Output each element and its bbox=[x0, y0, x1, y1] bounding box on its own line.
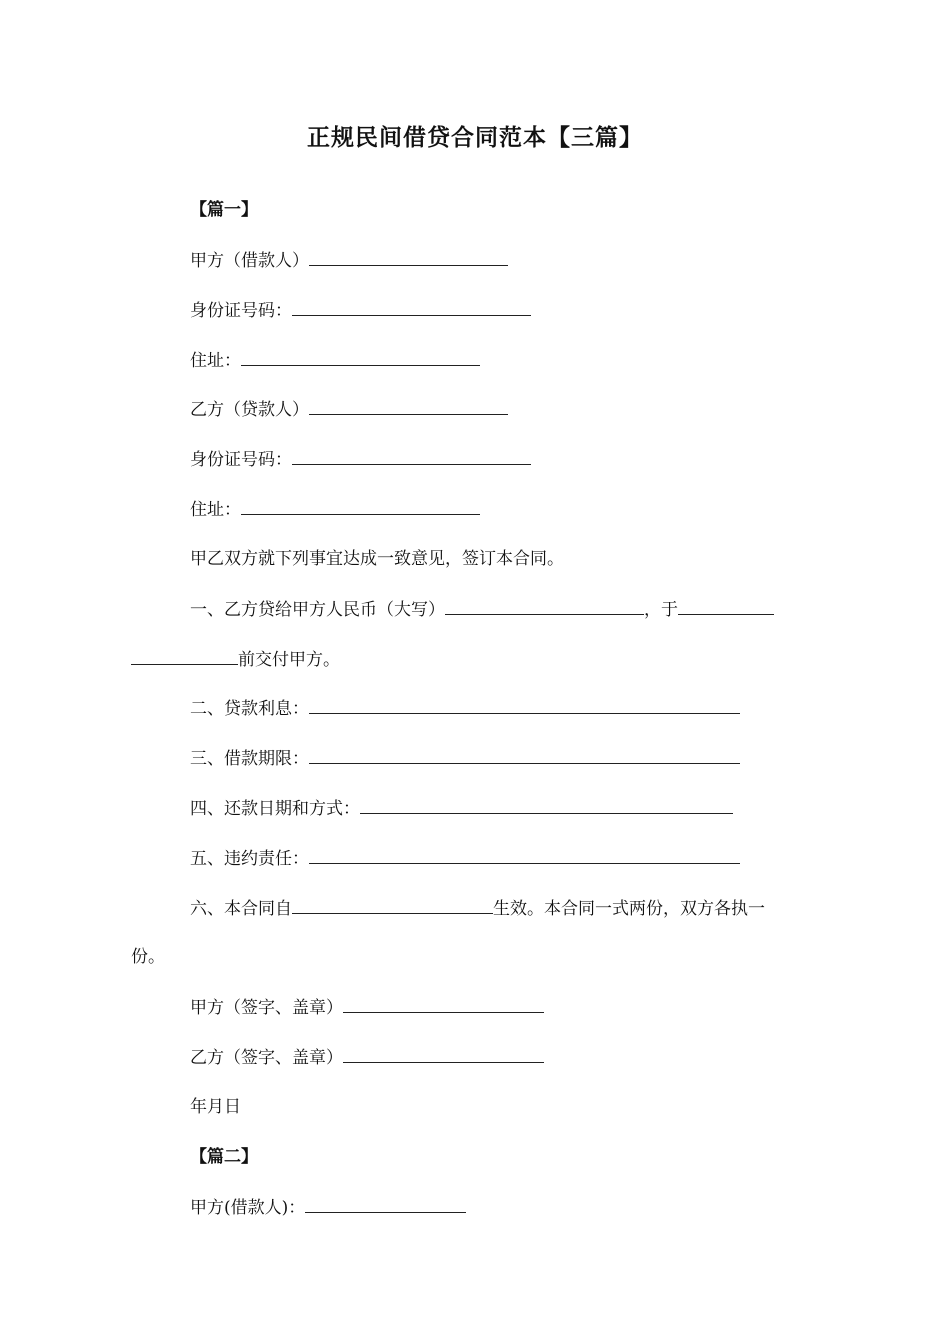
clause-2-blank[interactable] bbox=[309, 695, 740, 714]
clause-6-label: 六、本合同自 bbox=[190, 899, 292, 919]
section-heading-1: 【篇一】 bbox=[190, 200, 258, 220]
signature-a-line bbox=[190, 994, 544, 1020]
p2-party-a-blank[interactable] bbox=[305, 1194, 466, 1213]
signature-b-label: 乙方（签字、盖章） bbox=[190, 1048, 343, 1068]
clause-3-line bbox=[190, 745, 740, 771]
signature-a-blank[interactable] bbox=[343, 994, 544, 1013]
address-b-line bbox=[190, 496, 480, 522]
clause-6-line bbox=[190, 895, 765, 921]
clause-5-label: 五、违约责任： bbox=[190, 849, 309, 869]
document-title: 正规民间借贷合同范本【三篇】 bbox=[307, 125, 643, 151]
clause-1-text: 一、乙方贷给甲方人民币（大写） bbox=[190, 600, 445, 620]
clause-1-end-text: 前交付甲方。 bbox=[238, 650, 340, 670]
address-a-line bbox=[190, 347, 480, 373]
clause-1-date-blank-b[interactable] bbox=[131, 646, 238, 665]
address-b-label: 住址： bbox=[190, 500, 241, 520]
party-b-blank[interactable] bbox=[309, 396, 508, 415]
clause-6-text: 生效。本合同一式两份，双方各执一 bbox=[493, 899, 765, 919]
section-heading-2: 【篇二】 bbox=[190, 1147, 258, 1167]
party-b-label: 乙方（贷款人） bbox=[190, 400, 309, 420]
clause-1-continued bbox=[131, 646, 340, 672]
signature-b-blank[interactable] bbox=[343, 1044, 544, 1063]
clause-4-blank[interactable] bbox=[360, 795, 733, 814]
p2-party-a-label: 甲方(借款人)： bbox=[190, 1198, 306, 1218]
clause-2-label: 二、贷款利息： bbox=[190, 699, 309, 719]
party-b-line bbox=[190, 396, 508, 422]
party-a-line bbox=[190, 247, 508, 273]
party-a-label: 甲方（借款人） bbox=[190, 251, 309, 271]
address-a-blank[interactable] bbox=[241, 347, 480, 366]
clause-6-blank[interactable] bbox=[292, 895, 493, 914]
clause-2-line bbox=[190, 695, 740, 721]
clause-1-connector: ，于 bbox=[644, 600, 678, 620]
address-a-label: 住址： bbox=[190, 351, 241, 371]
clause-3-label: 三、借款期限： bbox=[190, 749, 309, 769]
clause-5-blank[interactable] bbox=[309, 845, 740, 864]
party-a-blank[interactable] bbox=[309, 247, 508, 266]
date-line: 年月日 bbox=[190, 1097, 241, 1117]
clause-1-date-blank-a[interactable] bbox=[678, 596, 774, 615]
clause-1-line bbox=[190, 596, 774, 622]
clause-4-label: 四、还款日期和方式： bbox=[190, 799, 360, 819]
id-number-a-blank[interactable] bbox=[292, 297, 531, 316]
id-number-b-label: 身份证号码： bbox=[190, 450, 292, 470]
signature-a-label: 甲方（签字、盖章） bbox=[190, 998, 343, 1018]
clause-4-line bbox=[190, 795, 733, 821]
id-number-a-label: 身份证号码： bbox=[190, 301, 292, 321]
clause-1-amount-blank[interactable] bbox=[445, 596, 644, 615]
id-number-b-blank[interactable] bbox=[292, 446, 531, 465]
id-number-b-line bbox=[190, 446, 531, 472]
agreement-intro: 甲乙双方就下列事宜达成一致意见，签订本合同。 bbox=[190, 549, 564, 569]
p2-party-a-line bbox=[190, 1194, 466, 1220]
clause-6-continued: 份。 bbox=[131, 947, 165, 967]
clause-5-line bbox=[190, 845, 740, 871]
address-b-blank[interactable] bbox=[241, 496, 480, 515]
id-number-a-line bbox=[190, 297, 531, 323]
clause-3-blank[interactable] bbox=[309, 745, 740, 764]
signature-b-line bbox=[190, 1044, 544, 1070]
